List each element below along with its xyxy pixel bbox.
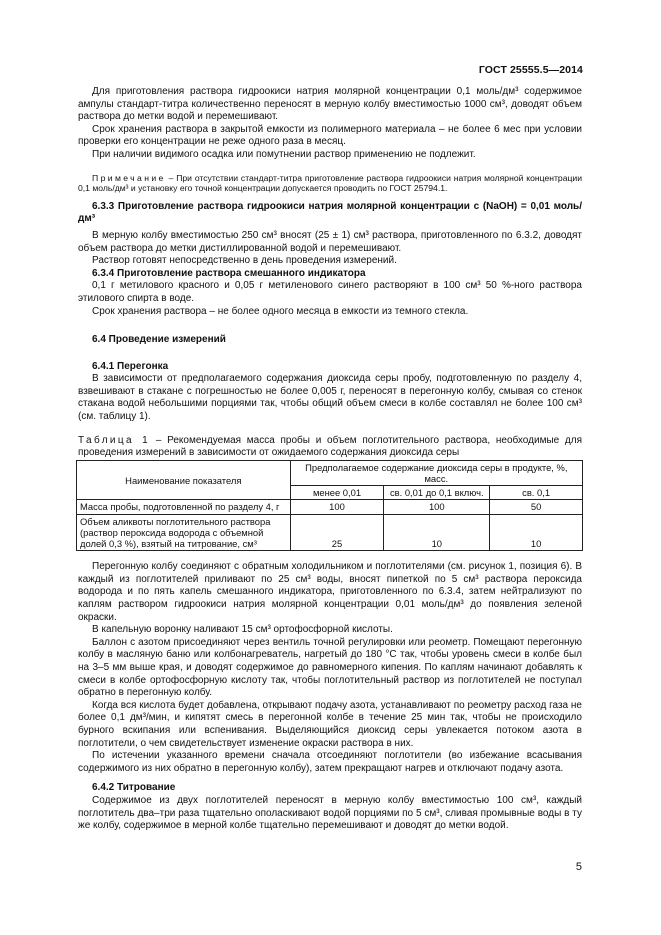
page-number: 5 <box>575 861 582 873</box>
section-6-3-3-paragraph-2: Раствор готовят непосредственно в день проведения измерений. <box>92 255 397 267</box>
intro-paragraph-1: Для приготовления раствора гидроокиси натрия молярной концентрации 0,1 моль/дм³ содержимое ампулы стандарт-титра количественно переносят в мерную колбу вместимостью 1000 см³, доводят объем раствора до метки водой и перемешивают. <box>78 86 582 123</box>
intro-paragraph-2: Срок хранения раствора в закрытой емкости из полимерного материала – не более 6 мес при условии проверки его концентрации не реже одного раза в месяц. <box>78 123 582 148</box>
after-table-paragraph-3: Баллон с азотом присоединяют через вентиль точной регулировки или реометр. Помещают перегонную колбу в масляную баню или колбонагреватель, нагретый до 180 °С так, чтобы уровень смеси в колбе был на 3–5 мм выше края, и доводят содержимое до равномерного кипения. По каплям начинают добавлять к смеси в колбе ортофосфорную кислоту так, чтобы поглотительный раствор из поглотителей не поступал обратно в перегонную колбу. <box>78 636 582 699</box>
intro-paragraph-3: При наличии видимого осадка или помутнении раствор применению не подлежит. <box>92 148 476 160</box>
table-cell: 50 <box>490 500 583 514</box>
table-1-caption <box>78 435 582 460</box>
page-content <box>78 86 582 833</box>
after-table-paragraph-2: В капельную воронку наливают 15 см³ ортофосфорной кислоты. <box>92 624 393 636</box>
table-cell: 100 <box>290 500 384 514</box>
note-label: Примечание <box>92 172 166 183</box>
note-text: – При отсутствии стандарт-титра приготовление раствора гидроокиси натрия молярной концентрации 0,1 моль/дм³ и установку его точной концентрации допускается проводить по ГОСТ 25794.1. <box>78 172 582 194</box>
section-6-4-2-paragraph-1: Содержимое из двух поглотителей переносят в мерную колбу вместимостью 100 см³, каждый поглотитель два–три раза тщательно ополаскивают водой порциями по 5 см³, сливая промывные воды в ту же колбу, содержимое в мерной колбе тщательно перемешивают и доводят до метки водой. <box>78 794 582 832</box>
section-6-4-1-paragraph-1: В зависимости от предполагаемого содержания диоксида серы пробу, подготовленную по разделу 4, взвешивают в стакане с погрешностью не более 0,005 г, переносят в перегонную колбу, смывая со стенок стакана водой небольшими порциями так, чтобы общий объем смеси в колбе составлял не более 100 см³ (см. таблицу 1). <box>78 373 582 423</box>
table-subheader-3: св. 0,1 <box>490 486 583 500</box>
table-cell: 100 <box>384 500 490 514</box>
after-table-paragraph-4: Когда вся кислота будет добавлена, открывают подачу азота, устанавливают по реометру расход газа не более 0,1 дм³/мин, и кипятят смесь в перегонной колбе в течение 25 мин так, чтобы не происходило бурного вскипания или вспенивания. Выделяющийся диоксид серы увлекается потоком азота в поглотители, о чем свидетельствует изменение окраски раствора в них. <box>78 699 582 749</box>
table-row <box>77 500 583 514</box>
table-subheader-1: менее 0,01 <box>290 486 384 500</box>
standard-header: ГОСТ 25555.5—2014 <box>478 64 583 76</box>
table-subheader-2: св. 0,01 до 0,1 включ. <box>384 486 490 500</box>
table-1-label: Таблица 1 <box>78 434 151 446</box>
table-1 <box>76 460 583 551</box>
table-header-group: Предполагаемое содержание диоксида серы в продукте, %, масс. <box>290 460 582 485</box>
section-6-4-heading: 6.4 Проведение измерений <box>92 334 226 346</box>
table-row <box>77 514 583 551</box>
table-cell: 10 <box>490 514 583 551</box>
table-cell: 25 <box>290 514 384 551</box>
section-6-3-4-paragraph-2: Срок хранения раствора – не более одного месяца в емкости из темного стекла. <box>92 305 469 317</box>
table-row-name: Масса пробы, подготовленной по разделу 4, г <box>77 500 291 514</box>
section-6-3-3-heading: 6.3.3 Приготовление раствора гидроокиси натрия молярной концентрации c (NaOH) = 0,01 моль/дм³ <box>78 200 582 225</box>
after-table-paragraph-1: Перегонную колбу соединяют с обратным холодильником и поглотителями (см. рисунок 1, позиция 6). В каждый из поглотителей приливают по 25 см³ воды, вносят пипеткой по 5 см³ раствора пероксида водорода и по пять капель смешанного индикатора, приготовленного по 6.3.4, затем нейтрализуют по каплям раствором гидроокиси натрия молярной концентрации 0,01 моль/дм³ до появления зеленой окраски. <box>78 561 582 623</box>
table-1-caption-text: – Рекомендуемая масса пробы и объем поглотительного раствора, необходимые для проведения измерений в зависимости от ожидаемого содержания диоксида серы <box>78 434 583 459</box>
table-header-name: Наименование показателя <box>77 460 291 500</box>
section-6-3-3-paragraph-1: В мерную колбу вместимостью 250 см³ вносят (25 ± 1) см³ раствора, приготовленного по 6.3.2, доводят объем раствора до метки дистиллированной водой и перемешивают. <box>78 229 582 254</box>
after-table-paragraph-5: По истечении указанного времени сначала отсоединяют поглотители (во избежание всасывания содержимого из них обратно в перегонную колбу), затем прекращают нагрев и отключают подачу азота. <box>78 750 582 774</box>
note-block <box>78 173 582 194</box>
section-6-4-1-heading: 6.4.1 Перегонка <box>92 360 169 372</box>
section-6-4-2-heading: 6.4.2 Титрование <box>92 782 176 794</box>
section-6-3-4-heading: 6.3.4 Приготовление раствора смешанного индикатора <box>92 267 366 279</box>
table-row-name: Объем аликвоты поглотительного раствора (раствор пероксида водорода с объемной долей 0,3 %), взятый на титрование, см³ <box>77 514 291 551</box>
table-cell: 10 <box>384 514 490 551</box>
section-6-3-4-paragraph-1: 0,1 г метилового красного и 0,05 г метиленового синего растворяют в 100 см³ 50 %-ного раствора этилового спирта в воде. <box>78 280 582 304</box>
